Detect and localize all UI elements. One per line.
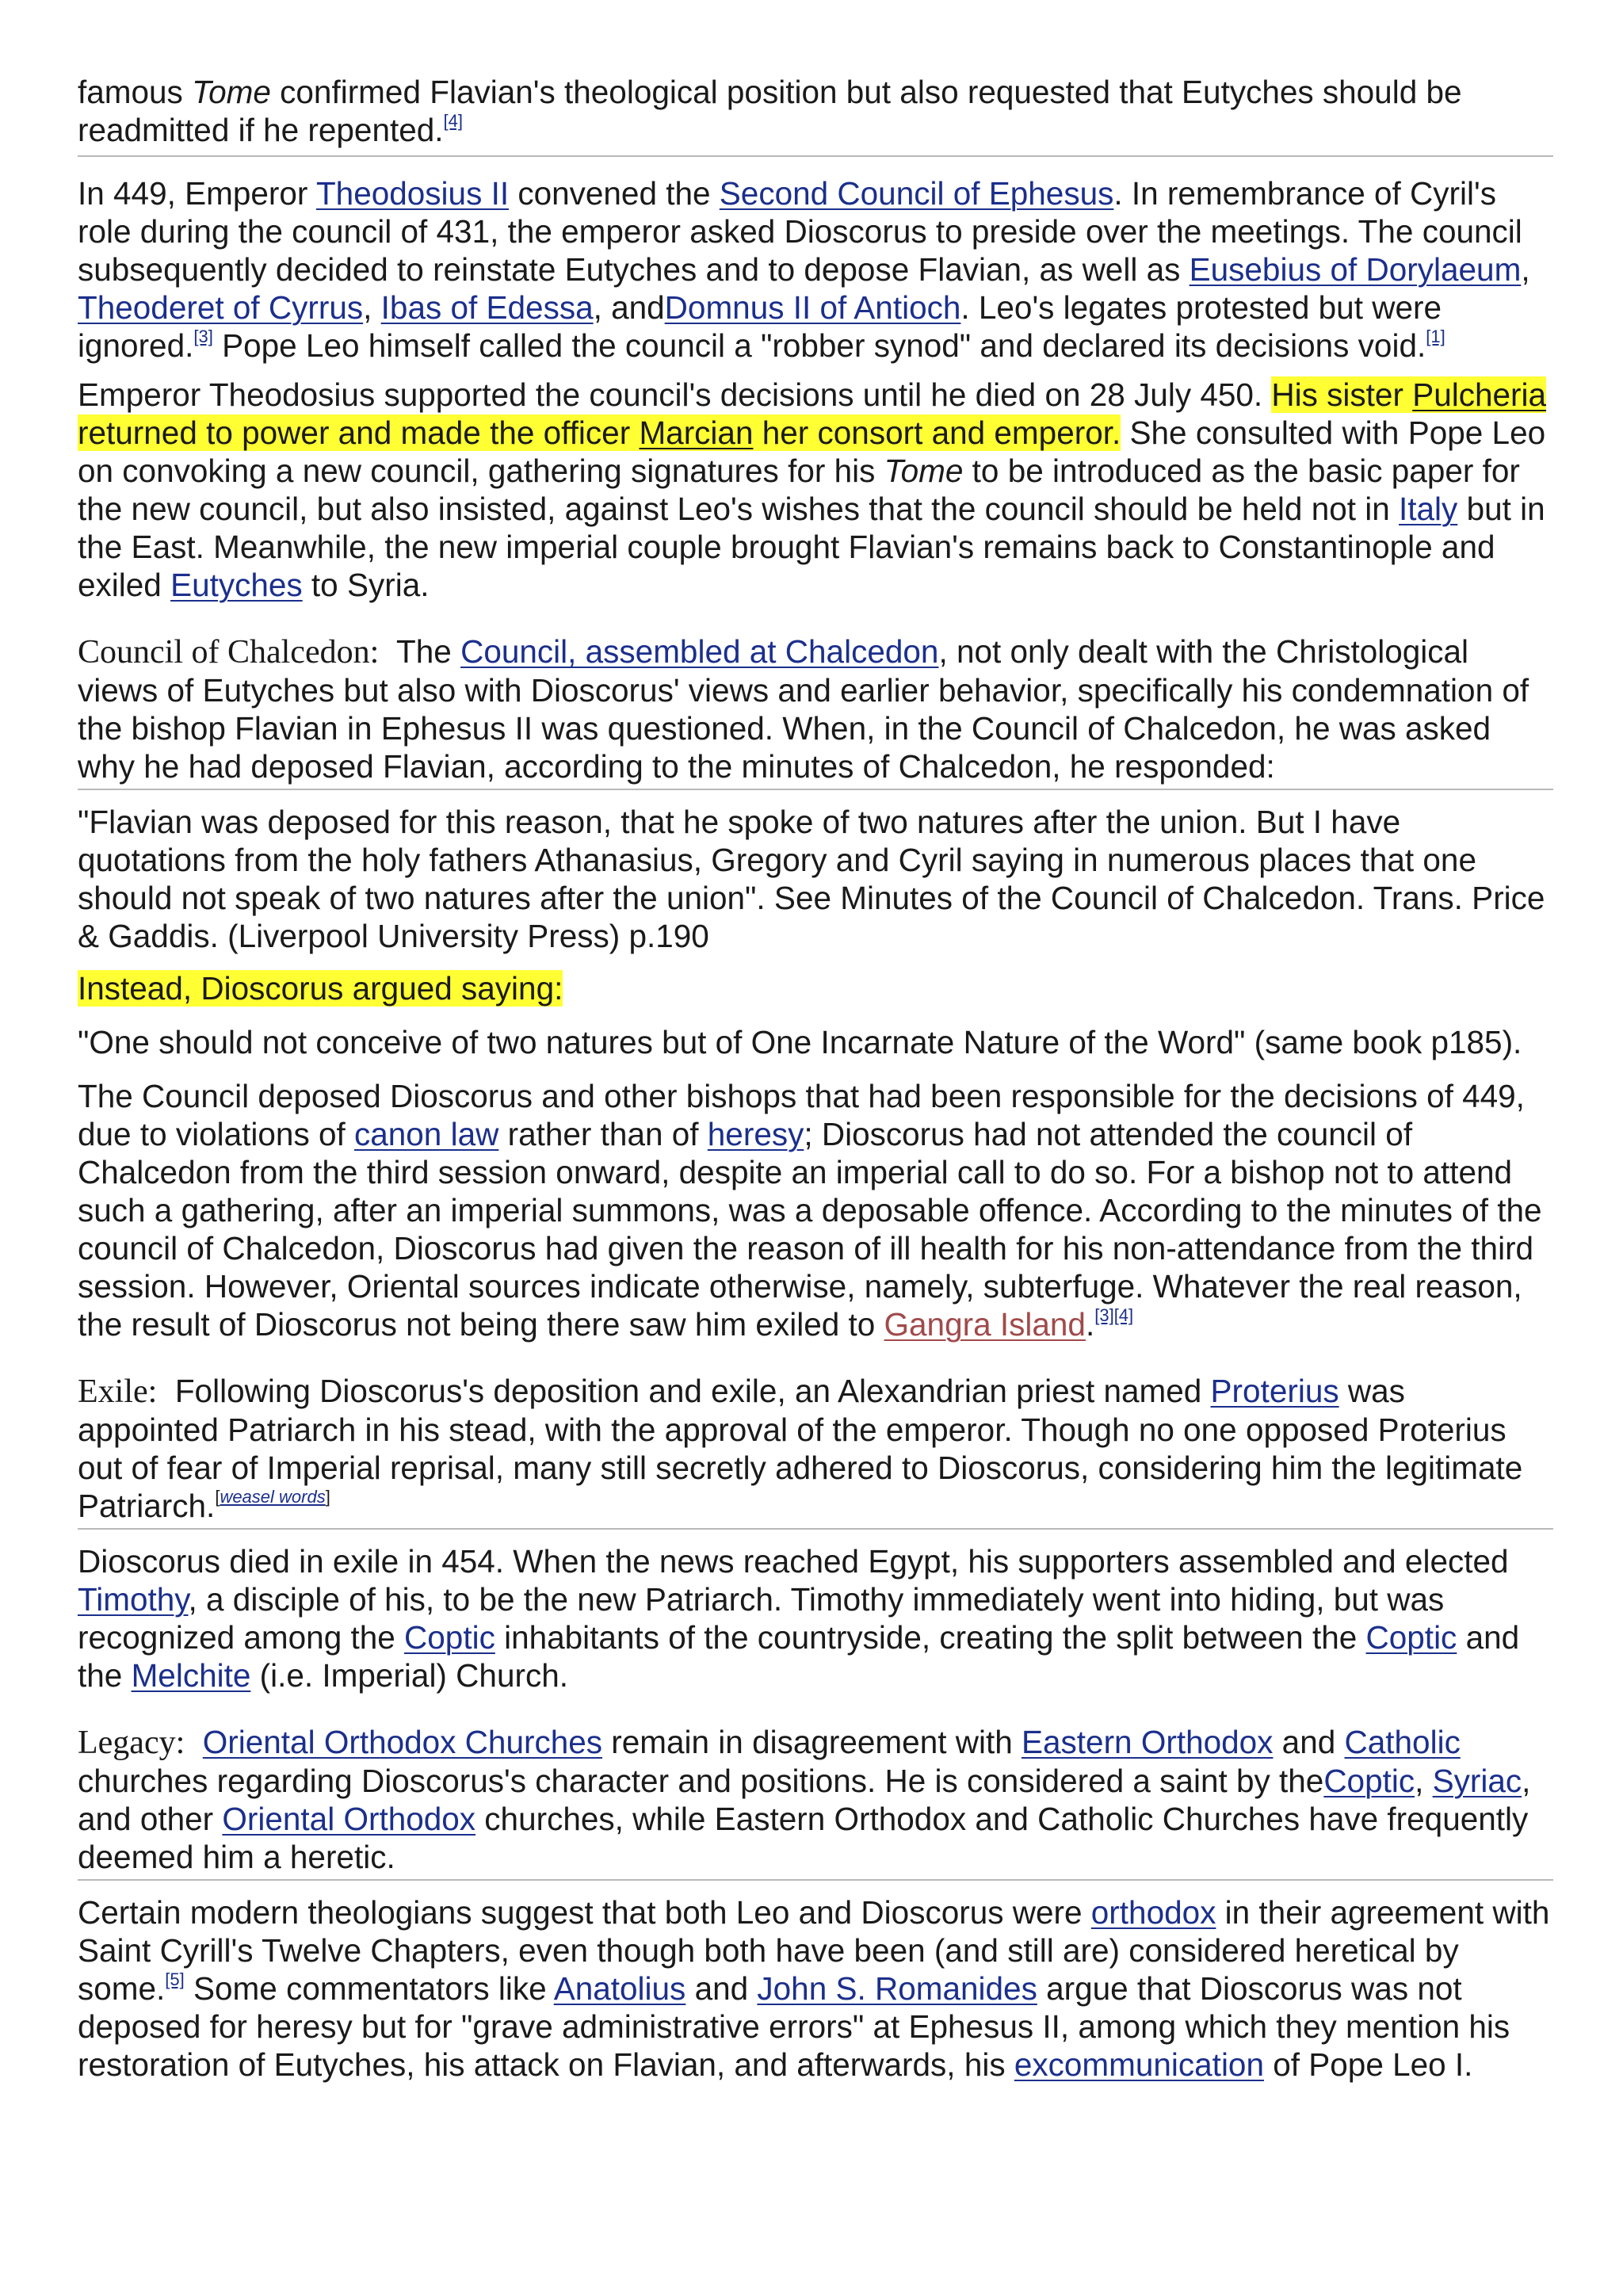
text: ,: [1521, 251, 1530, 288]
link-canon-law[interactable]: canon law: [353, 1116, 499, 1152]
text: ]: [325, 1487, 330, 1507]
tome-italic: Tome: [192, 74, 271, 110]
link-italy[interactable]: Italy: [1399, 491, 1458, 527]
link-syriac[interactable]: Syriac: [1432, 1763, 1522, 1799]
text: His sister: [1271, 376, 1413, 413]
footnote-ref-1[interactable]: [1]: [1426, 327, 1445, 346]
divider: [78, 1879, 1553, 1881]
text: argue that Dioscorus was not deposed for heresy but for "grave administrative errors" at Ephesus II, among which they mention his restoration of Eutyches, his attack on Flavian, and afterwards, his: [78, 1970, 1510, 2083]
link-oriental-orthodox-churches[interactable]: Oriental Orthodox Churches: [202, 1724, 602, 1760]
text: Emperor Theodosius supported the council's decisions until he died on 28 July 450.: [78, 376, 1272, 413]
link-ibas-of-edessa[interactable]: Ibas of Edessa: [380, 289, 594, 326]
link-eutyches[interactable]: Eutyches: [170, 567, 303, 603]
paragraph-council-of-chalcedon: [78, 632, 1553, 785]
text: Dioscorus died in exile in 454. When the news reached Egypt, his supporters assembled and elected: [78, 1543, 1509, 1580]
paragraph-second-council: [78, 174, 1553, 365]
link-catholic[interactable]: Catholic: [1344, 1724, 1461, 1760]
text: inhabitants of the countryside, creating the split between the: [495, 1619, 1366, 1656]
link-melchite[interactable]: Melchite: [131, 1657, 251, 1694]
text: and the: [78, 1619, 1520, 1694]
text: famous: [78, 74, 193, 110]
footnote-ref-4[interactable]: [4]: [1113, 1305, 1134, 1325]
text: , not only dealt with the Christological views of Eutyches but also with Dioscorus' views and earlier behavior, specifically his condemnation of the bishop Flavian in Ephesus II was questioned. When, in the Council of Chalcedon, he was asked why he had deposed Flavian, according to the minutes of Chalcedon, he responded:: [78, 633, 1529, 785]
divider: [78, 1528, 1553, 1530]
text: churches, while Eastern Orthodox and Catholic Churches have frequently deemed him a heretic.: [78, 1801, 1529, 1875]
text: "One should not conceive of two natures but of One Incarnate Nature of the Word" (same book p185).: [78, 1024, 1522, 1060]
link-marcian[interactable]: Marcian: [639, 415, 754, 451]
link-oriental-orthodox[interactable]: Oriental Orthodox: [222, 1801, 476, 1837]
footnote-ref-5[interactable]: [5]: [165, 1969, 185, 1989]
text: . In remembrance of Cyril's role during the council of 431, the emperor asked Dioscorus to preside over the meetings. The council subsequently decided to reinstate Eutyches and to depose Flavian, as well as: [78, 175, 1522, 288]
text: was appointed Patriarch in his stead, with the approval of the emperor. Though no one opposed Proterius out of fear of Imperial reprisal, many still secretly adhered to Dioscorus, considering him the legitimate Patriarch.: [78, 1373, 1523, 1524]
paragraph-tome: [78, 73, 1553, 151]
link-excommunication[interactable]: excommunication: [1014, 2046, 1264, 2083]
paragraph-flavian-quote: [78, 803, 1553, 955]
text: to Syria.: [302, 567, 430, 603]
link-eastern-orthodox[interactable]: Eastern Orthodox: [1022, 1724, 1274, 1760]
highlighted-text: Instead, Dioscorus argued saying:: [78, 970, 563, 1007]
text: , a disciple of his, to be the new Patriarch. Timothy immediately went into hiding, but was recognized among the: [78, 1581, 1445, 1656]
link-gangra-island[interactable]: Gangra Island: [884, 1306, 1086, 1343]
link-heresy[interactable]: heresy: [707, 1116, 804, 1152]
link-orthodox[interactable]: orthodox: [1090, 1894, 1216, 1931]
text: In 449, Emperor: [78, 175, 316, 212]
text: The: [379, 633, 461, 670]
text: The Council deposed Dioscorus and other bishops that had been responsible for the decisions of 449, due to violations of: [78, 1078, 1525, 1152]
link-coptic[interactable]: Coptic: [1323, 1763, 1415, 1799]
link-domnus-ii-of-antioch[interactable]: Domnus II of Antioch: [664, 289, 961, 326]
divider: [78, 155, 1553, 157]
text: remain in disagreement with: [602, 1724, 1022, 1760]
tome-italic: Tome: [884, 453, 964, 489]
paragraph-legacy: [78, 1723, 1553, 1876]
text: convened the: [509, 175, 720, 212]
link-proterius[interactable]: Proterius: [1210, 1373, 1339, 1409]
text: ,: [1415, 1763, 1433, 1799]
footnote-ref-4[interactable]: [4]: [443, 111, 464, 131]
link-eusebius-of-dorylaeum[interactable]: Eusebius of Dorylaeum: [1189, 251, 1522, 288]
paragraph-theodosius-death: [78, 376, 1553, 604]
link-timothy[interactable]: Timothy: [78, 1581, 189, 1618]
text: [185, 1724, 203, 1760]
section-heading-legacy: Legacy:: [78, 1725, 185, 1761]
link-weasel-words[interactable]: [220, 1487, 325, 1507]
link-theodosius-ii[interactable]: Theodosius II: [315, 175, 510, 212]
link-pulcheria[interactable]: Pulcheria: [1412, 376, 1547, 413]
text: confirmed Flavian's theological position but also requested that Eutyches should be readmitted if he repented.: [78, 74, 1462, 148]
text: "Flavian was deposed for this reason, that he spoke of two natures after the union. But I have quotations from the holy fathers Athanasius, Gregory and Cyril saying in numerous places that one should not speak of two natures after the union". See Minutes of the Council of Chalcedon. Trans. Price & Gaddis. (Liverpool University Press) p.190: [78, 804, 1545, 954]
paragraph-one-incarnate-nature: [78, 1023, 1553, 1061]
text: , and: [593, 289, 665, 326]
text: .: [1085, 1306, 1095, 1343]
link-john-s-romanides[interactable]: John S. Romanides: [757, 1970, 1037, 2007]
paragraph-modern-theologians: [78, 1893, 1553, 2084]
link-coptic[interactable]: Coptic: [1365, 1619, 1457, 1656]
link-coptic[interactable]: Coptic: [404, 1619, 495, 1656]
text: Following Dioscorus's deposition and exile, an Alexandrian priest named: [157, 1373, 1211, 1409]
text: returned to power and made the officer: [78, 415, 640, 451]
text: . Leo's legates protested but were ignored.: [78, 289, 1442, 364]
paragraph-exile: [78, 1372, 1553, 1525]
link-theoderet-of-cyrrus[interactable]: Theoderet of Cyrrus: [78, 289, 364, 326]
divider: [78, 789, 1553, 790]
text: but in the East. Meanwhile, the new imperial couple brought Flavian's remains back to Constantinople and exiled: [78, 491, 1545, 603]
text: ; Dioscorus had not attended the council of Chalcedon from the third session onward, despite an imperial call to do so. For a bishop not to attend such a gathering, after an imperial summons, was a deposable offence. According to the minutes of the council of Chalcedon, Dioscorus had given the reason of ill health for his non-attendance from the third session. However, Oriental sources indicate otherwise, namely, subterfuge. Whatever the real reason, the result of Dioscorus not being there saw him exiled to: [78, 1116, 1542, 1343]
paragraph-dioscorus-argued: [78, 969, 1553, 1007]
text: Pope Leo himself called the council a "robber synod" and declared its decisions void.: [212, 327, 1426, 364]
text: Some commentators like: [184, 1970, 554, 2007]
link-council-of-chalcedon[interactable]: Council, assembled at Chalcedon: [460, 633, 939, 670]
link-anatolius[interactable]: Anatolius: [553, 1970, 686, 2007]
text: churches regarding Dioscorus's character and positions. He is considered a saint by the: [78, 1763, 1324, 1799]
text: She consulted with Pope Leo on convoking a new council, gathering signatures for his: [78, 415, 1546, 489]
text: in their agreement with Saint Cyrill's Twelve Chapters, even though both have been (and still are) considered heretical by some.: [78, 1894, 1550, 2007]
text: of Pope Leo I.: [1263, 2046, 1473, 2083]
text: to be introduced as the basic paper for the new council, but also insisted, against Leo's wishes that the council should be held not in: [78, 453, 1520, 527]
text: and: [685, 1970, 758, 2007]
text: and: [1273, 1724, 1345, 1760]
text: her consort and emperor.: [753, 415, 1121, 451]
text: [: [215, 1487, 220, 1507]
section-heading-council-of-chalcedon: Council of Chalcedon:: [78, 634, 380, 670]
section-heading-exile: Exile:: [78, 1373, 158, 1410]
paragraph-dioscorus-died: [78, 1542, 1553, 1694]
text: rather than of: [498, 1116, 708, 1152]
footnote-ref-3[interactable]: [3]: [1094, 1305, 1114, 1325]
text: , and other: [78, 1763, 1531, 1837]
paragraph-council-deposed: [78, 1077, 1553, 1343]
text: ,: [363, 289, 381, 326]
text: Certain modern theologians suggest that both Leo and Dioscorus were: [78, 1894, 1091, 1931]
footnote-ref-3[interactable]: [3]: [193, 327, 213, 346]
text: weasel words: [220, 1487, 326, 1507]
link-second-council-of-ephesus[interactable]: Second Council of Ephesus: [719, 175, 1114, 212]
text: (i.e. Imperial) Church.: [250, 1657, 568, 1694]
document-page: [78, 73, 1553, 2084]
